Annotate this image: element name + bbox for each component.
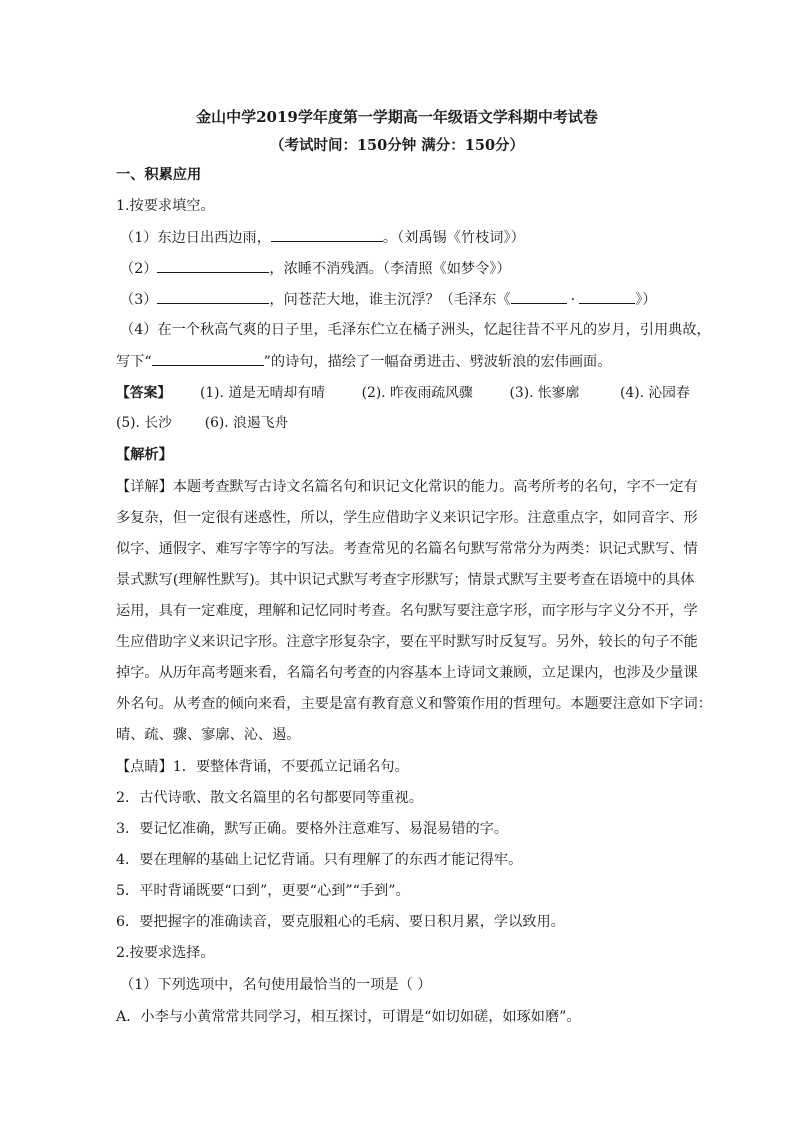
detail-line: 外名句。从考查的倾向来看，主要是富有教育意义和警策作用的哲理句。本题要注意如下字词：	[116, 696, 712, 712]
part-2-prefix: （2）	[120, 261, 158, 277]
part-2-suffix: ，浓睡不消残酒。（李清照《如梦令》）	[269, 261, 511, 277]
tip-line: 3．要记忆准确，默写正确。要格外注意难写、易混易错的字。	[116, 821, 509, 837]
answer-item: (4). 沁园春	[620, 385, 690, 401]
question-1-part-3	[120, 290, 656, 309]
detail-line: 景式默写(理解性默写)。其中识记式默写考查字形默写；情景式默写主要考查在语境中的具体	[116, 572, 695, 588]
detail-line: 掉字。从历年高考题来看，名篇名句考查的内容基本上诗词文兼顾，立足课内，也涉及少量课	[116, 665, 698, 681]
question-1-part-4-line-1: （4）在一个秋高气爽的日子里，毛泽东伫立在橘子洲头，忆起往昔不平凡的岁月，引用典故，	[120, 322, 711, 338]
question-2-stem: 2.按要求选择。	[116, 945, 215, 961]
tip-line: 4．要在理解的基础上记忆背诵。只有理解了的东西才能记得牢。	[116, 852, 523, 868]
answer-item: (2). 昨夜雨疏风骤	[361, 385, 473, 401]
part-3-suffix: 》）	[635, 292, 657, 308]
exam-subtitle: （考试时间：150分钟 满分：150分）	[269, 137, 525, 154]
question-1-part-4-line-2	[116, 352, 611, 371]
detail-line: 晴、疏、骤、寥廓、沁、遏。	[116, 727, 301, 743]
answer-item: (6). 浪遏飞舟	[204, 415, 289, 431]
answer-blank-5[interactable]	[579, 290, 635, 304]
detail-line: 似字、通假字、难写字等字的写法。考查常见的名篇名句默写常常分为两类：识记式默写、情	[116, 541, 698, 557]
tip-line: 5．平时背诵既要“口到”，更要“心到”“手到”。	[116, 883, 410, 899]
detail-line: 多复杂，但一定很有迷惑性，所以，学生应借助字义来识记字形。注意重点字，如同音字、形	[116, 510, 698, 526]
answer-label: 【答案】	[116, 385, 172, 401]
answer-item: (1). 道是无晴却有晴	[199, 385, 325, 401]
answer-blank-2[interactable]	[157, 259, 269, 273]
option-a: A．小李与小黄常常共同学习，相互探讨，可谓是“如切如磋，如琢如磨”。	[116, 1009, 581, 1025]
part-3-prefix: （3）	[120, 292, 158, 308]
answer-row-1	[116, 384, 690, 402]
part-3-middle: ，问苍茫大地，谁主沉浮？（毛泽东《	[269, 292, 511, 308]
exam-title: 金山中学2019学年度第一学期高一年级语文学科期中考试卷	[196, 108, 598, 126]
answer-item: (5). 长沙	[116, 415, 172, 431]
tip-line: 6．要把握字的准确读音，要克服粗心的毛病、要日积月累，学以致用。	[116, 914, 565, 930]
part-4-prefix: 写下“	[116, 354, 152, 370]
detail-line: 运用，具有一定难度，理解和记忆同时考查。名句默写要注意字形，而字形与字义分不开，学	[116, 603, 698, 619]
part-3-dot: ·	[570, 292, 576, 308]
question-1-part-2	[120, 259, 511, 278]
question-1-stem: 1.按要求填空。	[116, 198, 215, 214]
tip-line: 【点睛】1．要整体背诵，不要孤立记诵名句。	[116, 759, 409, 775]
tip-line: 2．古代诗歌、散文名篇里的名句都要同等重视。	[116, 790, 423, 806]
question-1-part-1	[120, 228, 525, 247]
answer-blank-3[interactable]	[157, 290, 269, 304]
analysis-label: 【解析】	[116, 447, 173, 463]
part-4-suffix: ”的诗句，描绘了一幅奋勇进击、劈波斩浪的宏伟画面。	[263, 354, 612, 370]
section-heading: 一、积累应用	[116, 167, 202, 183]
part-1-prefix: （1）东边日出西边雨，	[120, 230, 271, 246]
detail-line: 生应借助字义来识记字形。注意字形复杂字，要在平时默写时反复写。另外，较长的句子不能	[116, 634, 698, 650]
detail-line: 【详解】本题考查默写古诗文名篇名句和识记文化常识的能力。高考所考的名句，字不一定有	[116, 479, 698, 495]
answer-blank-1[interactable]	[271, 228, 383, 242]
answer-item: (3). 怅寥廓	[509, 385, 580, 401]
answer-blank-6[interactable]	[152, 352, 264, 366]
question-2-sub-1: （1）下列选项中，名句使用最恰当的一项是（ ）	[120, 977, 432, 993]
answer-row-2	[116, 414, 288, 432]
part-1-suffix: 。（刘禹锡《竹枝词》）	[382, 230, 525, 246]
answer-blank-4[interactable]	[511, 290, 567, 304]
